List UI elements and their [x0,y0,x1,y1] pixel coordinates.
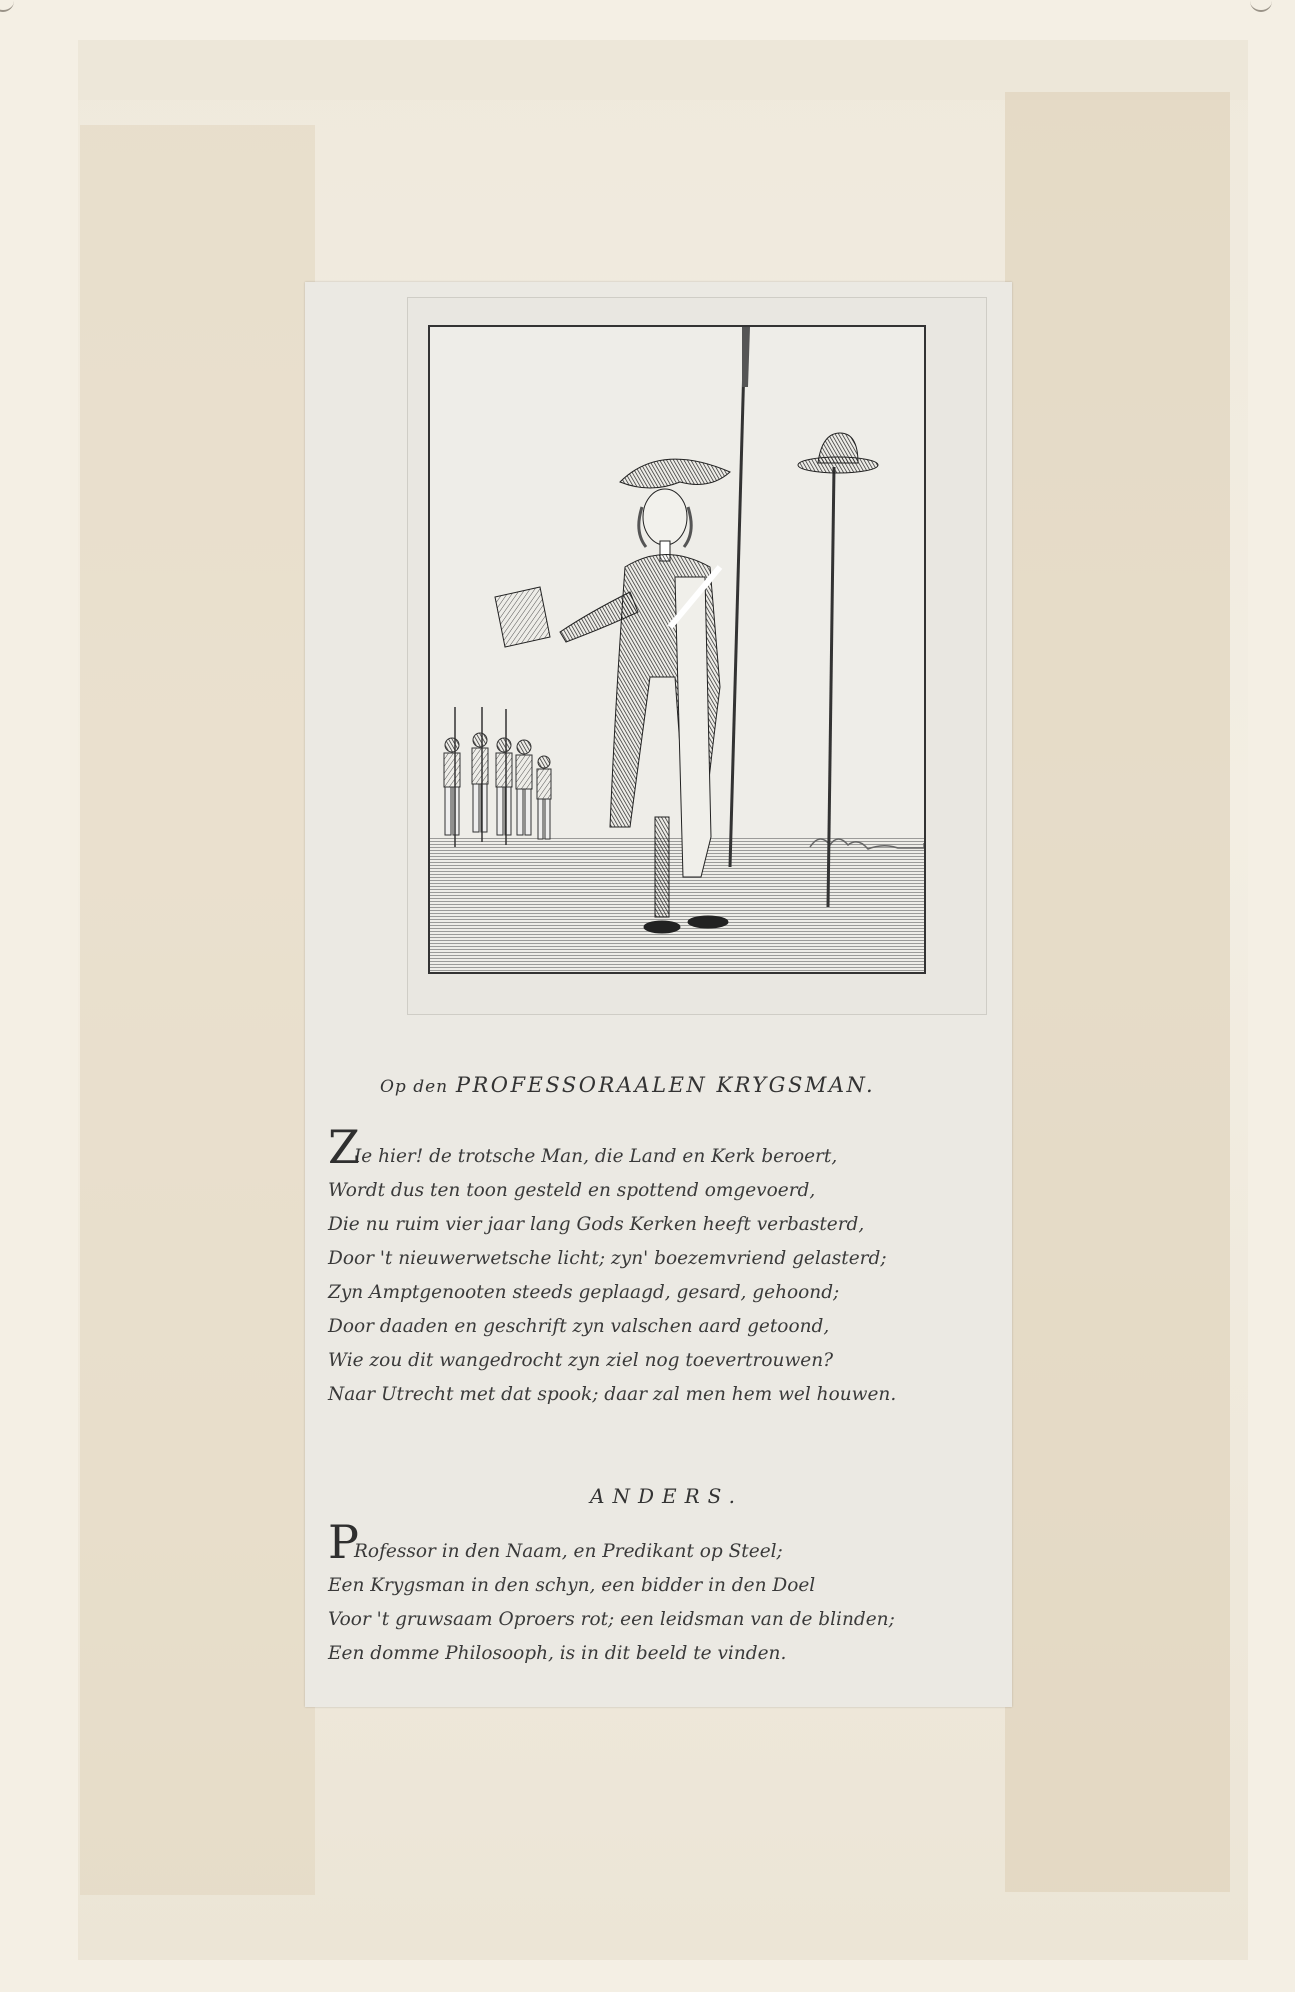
engraving-illustration [428,325,926,974]
stanza-2-line: Een domme Philosooph, is in dit beeld te vinden. [328,1643,787,1664]
stanza-1-line: Door 't nieuwerwetsche licht; zyn' boezemvriend gelasterd; [328,1248,887,1269]
stanza-1-dropcap: Z [328,1120,360,1174]
corner-mark-left [0,0,14,12]
stanza-1-line: Door daaden en geschrift zyn valschen aard getoond, [328,1316,830,1337]
corner-mark-right [1250,0,1272,12]
stanza-2 [328,1515,1008,1671]
print-title [380,1073,1020,1097]
stanza-1-first-text: Ie hier! de trotsche Man, die Land en Kerk beroert, [354,1146,838,1167]
stanza-1-line-1 [328,1120,1008,1174]
engraving-svg [430,327,924,972]
subhead-anders: ANDERS. [590,1484,743,1508]
tape-right [1005,92,1230,1892]
tape-top [78,40,1248,100]
stanza-2-dropcap: P [328,1515,359,1569]
title-main: PROFESSORAALEN KRYGSMAN. [455,1073,876,1097]
stanza-1-line: Zyn Amptgenooten steeds geplaagd, gesard, gehoond; [328,1282,840,1303]
stanza-2-first-text: Rofessor in den Naam, en Predikant op Steel; [354,1541,783,1562]
stanza-1-line: Naar Utrecht met dat spook; daar zal men hem wel houwen. [328,1384,897,1405]
stanza-1 [328,1120,1008,1412]
stanza-2-line: Voor 't gruwsaam Oproers rot; een leidsman van de blinden; [328,1609,895,1630]
stanza-2-line: Een Krygsman in den schyn, een bidder in den Doel [328,1575,816,1596]
stanza-1-line: Wie zou dit wangedrocht zyn ziel nog toevertrouwen? [328,1350,834,1371]
stanza-1-line: Wordt dus ten toon gesteld en spottend omgevoerd, [328,1180,816,1201]
tape-left [80,125,315,1895]
title-prefix: Op den [380,1077,449,1097]
stanza-1-line: Die nu ruim vier jaar lang Gods Kerken heeft verbasterd, [328,1214,865,1235]
stanza-2-line-1 [328,1515,1008,1569]
ground [430,837,924,972]
